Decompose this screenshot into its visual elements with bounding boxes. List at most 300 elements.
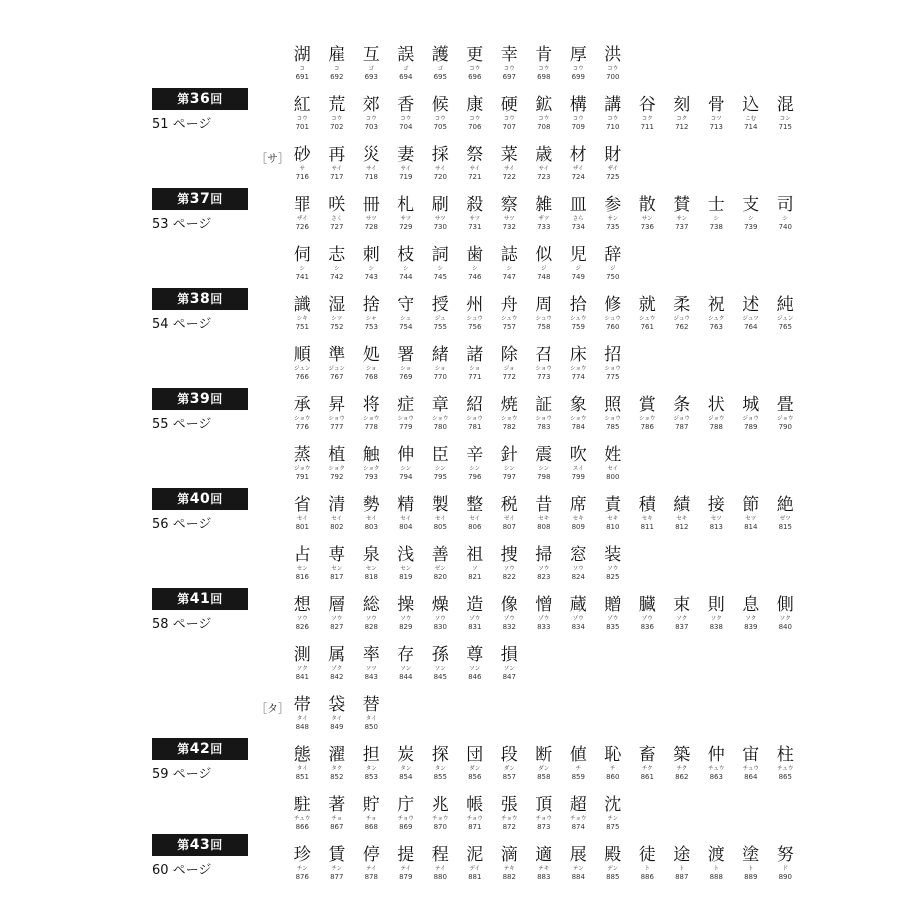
kanji-character: 憎: [535, 595, 553, 615]
kanji-reading: コウ: [503, 66, 515, 72]
kanji-number: 752: [330, 323, 344, 331]
kanji-entry: [665, 495, 700, 532]
kanji-character: 士: [707, 195, 725, 215]
kanji-number: 824: [571, 573, 585, 581]
kanji-entry: [630, 395, 665, 432]
kanji-character: 候: [431, 95, 449, 115]
kanji-number: 700: [606, 73, 620, 81]
kanji-reading: コ: [299, 66, 305, 72]
kanji-character: 状: [707, 395, 725, 415]
kanji-entry: [527, 295, 562, 332]
kanji-character: 昔: [535, 495, 553, 515]
kanji-character: 停: [362, 845, 380, 865]
kanji-character: 替: [362, 695, 380, 715]
lesson-badge-prefix: 第: [177, 92, 190, 106]
kanji-character: 谷: [638, 95, 656, 115]
lesson-number: 41: [189, 591, 211, 607]
kanji-character: 参: [604, 195, 622, 215]
kanji-reading: セン: [400, 566, 412, 572]
kanji-number: 779: [399, 423, 413, 431]
kanji-entry: [492, 495, 527, 532]
kanji-number: 777: [330, 423, 344, 431]
kanji-reading: コン: [779, 116, 791, 122]
kanji-reading: ソウ: [365, 616, 377, 622]
kanji-character: 幸: [500, 45, 518, 65]
kanji-reading: さら: [572, 216, 584, 222]
kanji-entry: [734, 195, 769, 232]
kanji-number: 789: [744, 423, 758, 431]
kanji-entry: [492, 345, 527, 382]
kanji-reading: ソン: [400, 666, 412, 672]
kanji-entry: [458, 145, 493, 182]
kanji-number: 746: [468, 273, 482, 281]
kanji-number: 758: [537, 323, 551, 331]
kanji-reading: セイ: [331, 516, 343, 522]
kanji-reading: ソウ: [607, 566, 619, 572]
kanji-reading: ショウ: [535, 416, 552, 422]
kanji-character: 皿: [569, 195, 587, 215]
kanji-number: 715: [778, 123, 792, 131]
kanji-reading: ト: [747, 866, 754, 872]
kanji-reading: ショ: [434, 366, 446, 372]
kanji-entry: [596, 495, 631, 532]
kanji-entry: [423, 495, 458, 532]
kanji-character: 泥: [466, 845, 484, 865]
kanji-entry: [492, 645, 527, 682]
kanji-entry: [492, 145, 527, 182]
lesson-badge-suffix: 回: [210, 292, 223, 306]
kanji-reading: サ: [299, 166, 305, 172]
kanji-reading: サツ: [434, 216, 446, 222]
kanji-entry: [561, 845, 596, 882]
kanji-entry: [699, 495, 734, 532]
kanji-entry: [492, 545, 527, 582]
kanji-entry: [561, 795, 596, 832]
kanji-reading: サイ: [469, 166, 481, 172]
kanji-reading: ソウ: [572, 566, 584, 572]
kanji-number: 801: [295, 523, 309, 531]
kanji-number: 702: [330, 123, 344, 131]
kanji-character: 肯: [535, 45, 553, 65]
kanji-character: 窓: [569, 545, 587, 565]
kanji-reading: シュウ: [535, 316, 552, 322]
kanji-number: 838: [709, 623, 723, 631]
kanji-character: 殺: [466, 195, 484, 215]
kanji-entry: [423, 595, 458, 632]
kanji-number: 840: [778, 623, 792, 631]
lesson-badge-suffix: 回: [210, 392, 223, 406]
kanji-character: 柔: [673, 295, 691, 315]
kanji-character: 浅: [397, 545, 415, 565]
kanji-number: 848: [295, 723, 309, 731]
kanji-number: 837: [675, 623, 689, 631]
kanji-reading: シ: [402, 266, 409, 272]
kanji-entry: [492, 95, 527, 132]
kanji-entry: [630, 595, 665, 632]
kanji-entry: [527, 445, 562, 482]
kanji-number: 853: [364, 773, 378, 781]
kanji-number: 759: [571, 323, 585, 331]
kanji-entry: [423, 345, 458, 382]
kanji-entry: [458, 395, 493, 432]
kanji-number: 693: [364, 73, 378, 81]
kanji-reading: セツ: [745, 516, 757, 522]
kanji-reading: コウ: [538, 116, 550, 122]
kanji-character: 臓: [638, 595, 656, 615]
kanji-number: 763: [709, 323, 723, 331]
kanji-row: [285, 845, 803, 882]
kanji-entry: [389, 595, 424, 632]
kanji-number: 809: [571, 523, 585, 531]
kanji-reading: ソウ: [400, 616, 412, 622]
kanji-character: 焼: [500, 395, 518, 415]
kanji-entry: [561, 295, 596, 332]
kanji-reading: ソク: [745, 616, 757, 622]
kanji-entry: [285, 595, 320, 632]
kanji-number: 803: [364, 523, 378, 531]
kanji-reading: ショウ: [466, 416, 483, 422]
kanji-number: 724: [571, 173, 585, 181]
kanji-reading: チュウ: [294, 816, 311, 822]
kanji-number: 827: [330, 623, 344, 631]
kanji-reading: シュウ: [466, 316, 483, 322]
kanji-character: 招: [604, 345, 622, 365]
kanji-number: 863: [709, 773, 723, 781]
kanji-number: 753: [364, 323, 378, 331]
kanji-reading: ショウ: [570, 366, 587, 372]
kanji-entry: [285, 145, 320, 182]
lesson-badge-prefix: 第: [177, 192, 190, 206]
kanji-character: 祖: [466, 545, 484, 565]
kanji-character: 造: [466, 595, 484, 615]
kanji-character: 吹: [569, 445, 587, 465]
kanji-number: 845: [433, 673, 447, 681]
kanji-number: 772: [502, 373, 516, 381]
kanji-reading: ショウ: [432, 416, 449, 422]
kanji-reading: セキ: [538, 516, 550, 522]
kanji-entry: [320, 345, 355, 382]
kanji-character: 泉: [362, 545, 380, 565]
kanji-entry: [596, 845, 631, 882]
kanji-reading: セキ: [676, 516, 688, 522]
kanji-number: 723: [537, 173, 551, 181]
kanji-number: 791: [295, 473, 309, 481]
kanji-entry: [596, 745, 631, 782]
kanji-character: 程: [431, 845, 449, 865]
kanji-row: [285, 495, 803, 532]
lesson-marker: [152, 738, 248, 782]
kanji-entry: [354, 795, 389, 832]
kanji-number: 764: [744, 323, 758, 331]
kanji-entry: [458, 195, 493, 232]
kanji-character: 清: [328, 495, 346, 515]
kanji-character: 著: [328, 795, 346, 815]
kanji-character: 厚: [569, 45, 587, 65]
lesson-badge-suffix: 回: [210, 192, 223, 206]
kanji-reading: ゼン: [434, 566, 446, 572]
kanji-row: [285, 545, 630, 582]
kanji-reading: タン: [400, 766, 412, 772]
kanji-number: 762: [675, 323, 689, 331]
kanji-character: 歳: [535, 145, 553, 165]
kanji-entry: [665, 595, 700, 632]
kanji-character: 殿: [604, 845, 622, 865]
kanji-reading: ショク: [328, 466, 345, 472]
kanji-reading: サツ: [469, 216, 481, 222]
kanji-reading: ジュン: [328, 366, 345, 372]
kanji-character: 層: [328, 595, 346, 615]
kanji-reading: コウ: [365, 116, 377, 122]
kanji-number: 858: [537, 773, 551, 781]
kanji-reading: セキ: [572, 516, 584, 522]
kanji-number: 727: [330, 223, 344, 231]
kanji-character: 災: [362, 145, 380, 165]
kanji-number: 751: [295, 323, 309, 331]
kanji-number: 833: [537, 623, 551, 631]
kanji-character: 伺: [293, 245, 311, 265]
kanji-number: 729: [399, 223, 413, 231]
kanji-character: 賛: [673, 195, 691, 215]
kanji-number: 765: [778, 323, 792, 331]
kanji-entry: [596, 345, 631, 382]
kanji-reading: チン: [296, 866, 308, 872]
kanji-reading: チュウ: [708, 766, 725, 772]
kanji-character: 畜: [638, 745, 656, 765]
kanji-entry: [389, 795, 424, 832]
kanji-reading: ゾウ: [607, 616, 619, 622]
kanji-entry: [596, 145, 631, 182]
kanji-entry: [630, 195, 665, 232]
kanji-number: 880: [433, 873, 447, 881]
kanji-reading: ソン: [503, 666, 515, 672]
kanji-character: 善: [431, 545, 449, 565]
kanji-number: 846: [468, 673, 482, 681]
kanji-entry: [389, 445, 424, 482]
kanji-entry: [492, 195, 527, 232]
kanji-entry: [285, 645, 320, 682]
kanji-reading: テイ: [365, 866, 377, 872]
kanji-entry: [458, 295, 493, 332]
kanji-entry: [768, 595, 803, 632]
kanji-number: 740: [778, 223, 792, 231]
kanji-character: 勢: [362, 495, 380, 515]
kanji-character: 諸: [466, 345, 484, 365]
kanji-number: 874: [571, 823, 585, 831]
kanji-reading: セツ: [710, 516, 722, 522]
kanji-character: 畳: [776, 395, 794, 415]
kanji-reading: コウ: [607, 66, 619, 72]
kanji-character: 伸: [397, 445, 415, 465]
kanji-character: 則: [707, 595, 725, 615]
kanji-reading: ゾク: [331, 666, 343, 672]
kanji-entry: [699, 745, 734, 782]
kanji-number: 697: [502, 73, 516, 81]
kanji-entry: [527, 795, 562, 832]
kanji-reading: コウ: [503, 116, 515, 122]
kanji-reading: テイ: [434, 866, 446, 872]
kanji-entry: [561, 495, 596, 532]
kanji-number: 814: [744, 523, 758, 531]
kanji-entry: [527, 45, 562, 82]
kanji-reading: サツ: [365, 216, 377, 222]
kanji-character: 述: [742, 295, 760, 315]
kanji-character: 証: [535, 395, 553, 415]
kanji-entry: [320, 445, 355, 482]
kanji-reading: タン: [365, 766, 377, 772]
kanji-character: 識: [293, 295, 311, 315]
kanji-row: [285, 445, 630, 482]
kanji-reading: ト: [644, 866, 650, 872]
kanji-entry: [389, 745, 424, 782]
kanji-character: 承: [293, 395, 311, 415]
kanji-character: 司: [776, 195, 794, 215]
kanji-entry: [596, 445, 631, 482]
kanji-number: 782: [502, 423, 516, 431]
kanji-entry: [458, 745, 493, 782]
kanji-number: 691: [295, 73, 309, 81]
kanji-reading: タイ: [296, 716, 308, 722]
kanji-character: 駐: [293, 795, 311, 815]
kanji-number: 795: [433, 473, 447, 481]
kanji-reading: シ: [747, 216, 754, 222]
kanji-reading: ジョウ: [708, 416, 725, 422]
kanji-reading: ジョウ: [673, 416, 690, 422]
kanji-reading: チョウ: [570, 816, 587, 822]
lesson-badge-suffix: 回: [210, 92, 223, 106]
kanji-character: 妻: [397, 145, 415, 165]
kanji-number: 757: [502, 323, 516, 331]
kanji-number: 875: [606, 823, 620, 831]
kanji-reading: チョ: [331, 816, 343, 822]
kanji-entry: [285, 245, 320, 282]
kanji-number: 842: [330, 673, 344, 681]
kanji-entry: [354, 45, 389, 82]
kanji-character: 材: [569, 145, 587, 165]
kanji-row: [285, 395, 803, 432]
kanji-number: 831: [468, 623, 482, 631]
kanji-number: 861: [640, 773, 654, 781]
kanji-entry: [354, 645, 389, 682]
kanji-character: 徒: [638, 845, 656, 865]
kanji-character: 城: [742, 395, 760, 415]
kanji-reading: ゼツ: [779, 516, 791, 522]
kanji-character: 努: [776, 845, 794, 865]
kanji-number: 716: [295, 173, 309, 181]
kanji-reading: ジュン: [294, 366, 311, 372]
kanji-number: 813: [709, 523, 723, 531]
lesson-page-ref: 58 ページ: [152, 617, 212, 632]
kanji-reading: セイ: [296, 516, 308, 522]
kanji-number: 800: [606, 473, 620, 481]
kanji-character: 築: [673, 745, 691, 765]
kanji-character: 渡: [707, 845, 725, 865]
kanji-reading: シュ: [400, 316, 412, 322]
kanji-character: 象: [569, 395, 587, 415]
kanji-row: [285, 695, 389, 732]
kanji-entry: [285, 195, 320, 232]
kanji-number: 886: [640, 873, 654, 881]
kanji-reading: タク: [331, 766, 343, 772]
kanji-entry: [768, 845, 803, 882]
kanji-number: 781: [468, 423, 482, 431]
kanji-number: 849: [330, 723, 344, 731]
kanji-character: 湿: [328, 295, 346, 315]
lesson-number: 39: [189, 391, 211, 407]
kanji-character: 察: [500, 195, 518, 215]
kanji-entry: [492, 845, 527, 882]
kanji-character: 息: [742, 595, 760, 615]
kanji-reading: セキ: [641, 516, 653, 522]
kanji-number: 872: [502, 823, 516, 831]
kanji-reading: シュウ: [501, 316, 518, 322]
kanji-entry: [389, 345, 424, 382]
kanji-reading: チ: [575, 766, 581, 772]
kanji-number: 786: [640, 423, 654, 431]
kanji-character: 順: [293, 345, 311, 365]
kanji-number: 818: [364, 573, 378, 581]
kanji-character: 張: [500, 795, 518, 815]
kanji-number: 745: [433, 273, 447, 281]
lesson-page-ref: 60 ページ: [152, 863, 212, 878]
kanji-character: 占: [293, 545, 311, 565]
kanji-entry: [354, 245, 389, 282]
kanji-reading: ショウ: [501, 416, 518, 422]
kanji-entry: [527, 545, 562, 582]
kanji-reading: ショウ: [397, 416, 414, 422]
lesson-number: 37: [189, 191, 211, 207]
kanji-entry: [389, 95, 424, 132]
kanji-number: 735: [606, 223, 620, 231]
kanji-reading: シュク: [708, 316, 725, 322]
kanji-entry: [354, 545, 389, 582]
kanji-entry: [492, 245, 527, 282]
kanji-entry: [458, 445, 493, 482]
kanji-number: 852: [330, 773, 344, 781]
kanji-number: 749: [571, 273, 585, 281]
lesson-number: 36: [189, 91, 211, 107]
kanji-character: 責: [604, 495, 622, 515]
kanji-character: 団: [466, 745, 484, 765]
kanji-reading: ソン: [434, 666, 446, 672]
kanji-character: 祝: [707, 295, 725, 315]
lesson-page-ref: 53 ページ: [152, 217, 212, 232]
kanji-entry: [561, 245, 596, 282]
kanji-number: 799: [571, 473, 585, 481]
kanji-reading: シツ: [331, 316, 343, 322]
kanji-reading: コウ: [572, 116, 584, 122]
kanji-number: 889: [744, 873, 758, 881]
kanji-number: 703: [364, 123, 378, 131]
kanji-character: 総: [362, 595, 380, 615]
kanji-entry: [561, 595, 596, 632]
kanji-entry: [285, 545, 320, 582]
kanji-reading: タイ: [331, 716, 343, 722]
kanji-entry: [665, 745, 700, 782]
kanji-entry: [458, 595, 493, 632]
kanji-entry: [354, 345, 389, 382]
kanji-reading: ゾウ: [572, 616, 584, 622]
lesson-number: 43: [189, 837, 211, 853]
kanji-number: 780: [433, 423, 447, 431]
kanji-number: 834: [571, 623, 585, 631]
kanji-entry: [354, 95, 389, 132]
kanji-number: 871: [468, 823, 482, 831]
kanji-entry: [492, 445, 527, 482]
kanji-reading: ショウ: [604, 416, 621, 422]
kanji-character: 提: [397, 845, 415, 865]
kanji-entry: [527, 145, 562, 182]
lesson-badge: [152, 388, 248, 410]
